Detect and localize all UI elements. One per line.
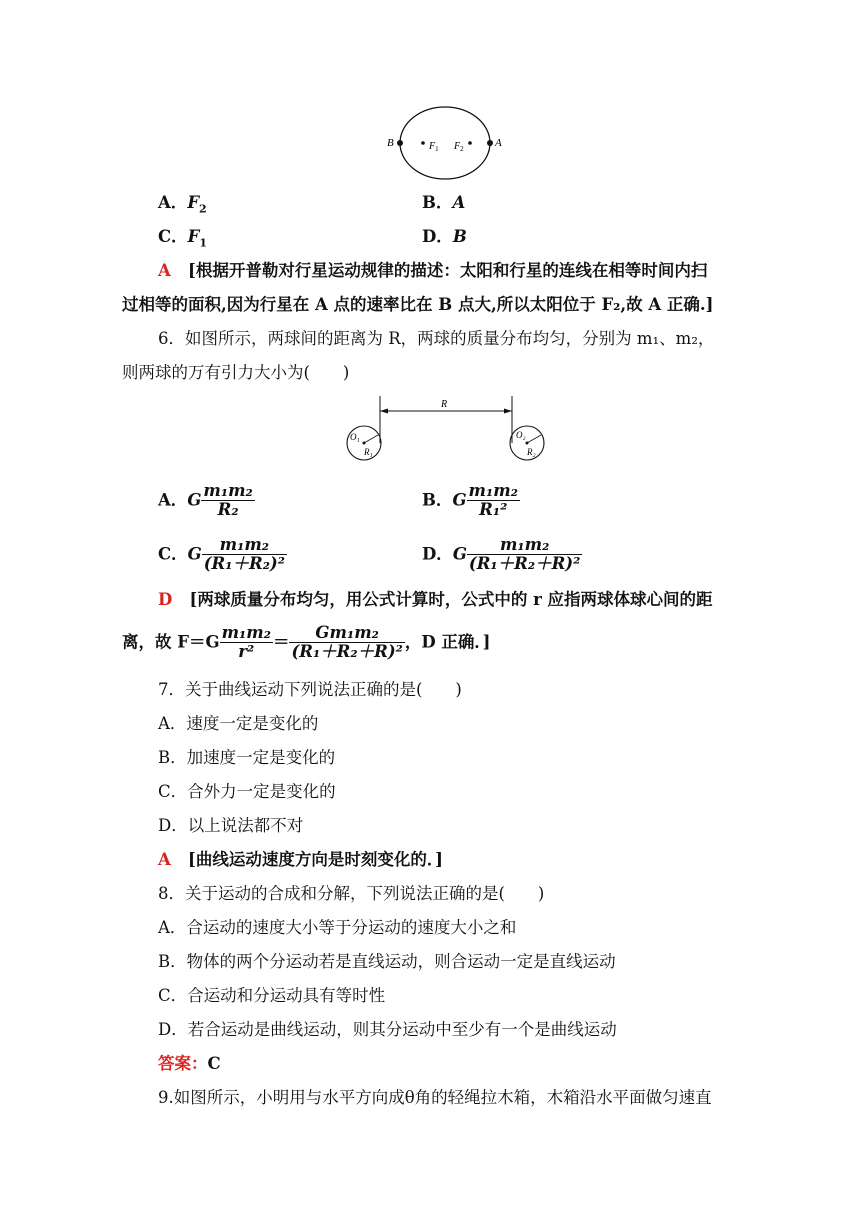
q7-explanation: A [曲线运动速度方向是时刻变化的．] — [158, 850, 443, 869]
q7-option-a: A．速度一定是变化的 — [158, 714, 319, 733]
q8-option-a: A．合运动的速度大小等于分运动的速度大小之和 — [158, 918, 517, 937]
q7-option-b: B．加速度一定是变化的 — [158, 748, 336, 767]
q5-option-d: D．B — [422, 227, 467, 246]
label-r: R — [441, 399, 448, 410]
q6-option-d: D．G $\frac{\text{m₁m₂}}{\text{(R₁＋R₂＋R)²}}$ — [422, 535, 581, 573]
q8-option-c: C．合运动和分运动具有等时性 — [158, 986, 386, 1005]
label-f2: $F_2$ — [454, 141, 464, 153]
q5-option-a: A．$F_2$ — [158, 193, 207, 216]
focus-f1 — [421, 141, 425, 145]
q8-answer: 答案：C — [158, 1054, 221, 1073]
label-o1: O₁ — [350, 432, 360, 442]
orbit-figure — [380, 100, 510, 190]
label-b: B — [387, 137, 394, 149]
label-f1: $F_1$ — [429, 141, 439, 153]
q8-option-d: D．若合运动是曲线运动，则其分运动中至少有一个是曲线运动 — [158, 1020, 617, 1039]
label-r1: R₁ — [364, 447, 373, 457]
label-a: A — [495, 137, 502, 149]
q6-stem-line1: 6．如图所示，两球间的距离为 R，两球的质量分布均匀，分别为 m₁、m₂， — [158, 329, 715, 348]
two-spheres-figure — [340, 393, 560, 473]
q5-option-b: B．A — [422, 193, 466, 212]
label-o2: O₂ — [516, 430, 526, 440]
q7-option-c: C．合外力一定是变化的 — [158, 782, 336, 801]
q6-option-c: C．G $\frac{\text{m₁m₂}}{\text{(R₁＋R₂)²}}$ — [158, 535, 285, 573]
q6-option-b: B．G $\frac{\text{m₁m₂}}{\text{R₁²}}$ — [422, 481, 518, 519]
q6-stem-line2: 则两球的万有引力大小为( ) — [122, 363, 350, 382]
q6-explanation-line2: 离，故 F＝G $\frac{\text{m₁m₂}}{\text{r²}}$ ＝ $\frac{\text{Gm₁m₂}}{\text{(R₁＋R₂＋R)²}}$ ，D 正确．] — [122, 623, 491, 661]
q9-stem: 9.如图所示，小明用与水平方向成θ角的轻绳拉木箱，木箱沿水平面做匀速直 — [158, 1088, 712, 1107]
point-a — [487, 140, 493, 146]
label-r2: R₂ — [527, 447, 536, 457]
q7-stem: 7．关于曲线运动下列说法正确的是( ) — [158, 680, 462, 699]
q6-option-a: A．G $\frac{\text{m₁m₂}}{\text{R₂}}$ — [158, 481, 253, 519]
q8-option-b: B．物体的两个分运动若是直线运动，则合运动一定是直线运动 — [158, 952, 616, 971]
q5-explanation-line1: A [根据开普勒对行星运动规律的描述：太阳和行星的连线在相等时间内扫 — [158, 261, 708, 280]
q5-option-c: C．$F_1$ — [158, 227, 208, 250]
q5-explanation-line2: 过相等的面积,因为行星在 A 点的速率比在 B 点大,所以太阳位于 F₂,故 A 正确.] — [122, 295, 714, 314]
q7-option-d: D．以上说法都不对 — [158, 816, 304, 835]
q8-stem: 8．关于运动的合成和分解，下列说法正确的是( ) — [158, 884, 545, 903]
focus-f2 — [468, 141, 472, 145]
q6-explanation-line1: D [两球质量分布均匀，用公式计算时，公式中的 r 应指两球体球心间的距 — [158, 590, 713, 609]
point-b — [397, 140, 403, 146]
